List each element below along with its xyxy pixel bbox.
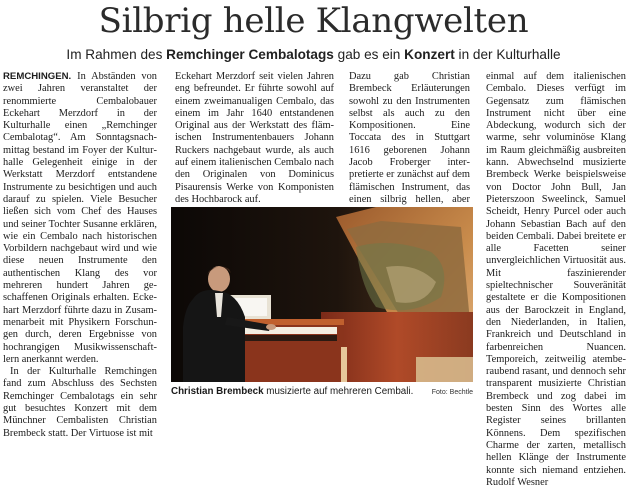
article-paragraph: Eckehart Merzdorf seit vielen Jahren eng befreundet. Er führte sowohl auf einem zweimanualigen Cembalo, das einem im Jahr 1640 entstandenen Original aus der Werkstatt des flämischen Instrumentenbauers Johann Ruckers nachgebaut wurde, als auch auf einem italienischen Cembalo nach den Originalen von Dominicus Pisaurensis Werke von Komponisten des Hochbarock auf.: [175, 71, 334, 205]
paragraph-text: In Abständen von zwei Jahren veranstaltet der renommierte Cembalobauer Eckehart Merzdorf in der Kulturhalle einen „Remchinger Cembalotag“. Am Sonntagsnachmittag bestand im Foyer der Kulturhalle Gelegenheit einige in der Werkstatt Merzdorf entstandene Instrumente zu besichtigen und auch darauf zu spielen. Viele Besucher ließen sich vom Chef des Hauses und seiner Tochter Susanne erklären, wie ein Cembalo nach historischen Vorbildern nachgebaut wird und wie diese neuen Instrumente den authentischen Klang des vor mehreren hundert Jahren geschaffenen Originals erhalten. Eckehart Merzdorf führte dazu in Zusammenarbeit mit Physikern Forschungen durch, deren Ergebnisse von hochrangigen Musikwissenschaftlern anerkannt werden.: [3, 71, 157, 365]
article-paragraph: In der Kulturhalle Remchingen fand zum Abschluss des Sechsten Remchinger Cembalotags ein sehr gut besuchtes Konzert mit dem Münchner Cembalisten Christian Brembeck statt. Der Virtuose ist mit: [3, 366, 157, 439]
article-paragraph: [3, 71, 157, 366]
headline: Silbrig helle Klangwelten: [98, 1, 529, 41]
subheadline-mid: gab es ein: [333, 47, 405, 62]
article-column-4: [486, 71, 626, 488]
caption-name: Christian Brembeck: [171, 386, 264, 397]
subheadline-post: in der Kulturhalle: [454, 47, 561, 62]
subheadline: [0, 46, 627, 64]
photo-credit: Foto: Bechtle: [431, 389, 473, 396]
subheadline-event: Remchinger Cembalotags: [166, 47, 334, 62]
article-paragraph: Dazu gab Christian Brembeck Erläuterungen sowohl zu den Instrumenten selbst als auch zu den Kompositionen. Eine Toccata des in Stuttgart 1616 geborenen Johann Jacob Froberger interpretierte er zunächst auf dem flämischen Instrument, das einen silbrig hellen, aber: [349, 71, 470, 205]
article-column-1: [3, 71, 157, 439]
caption-text: musizierte auf mehreren Cembali.: [263, 386, 414, 397]
concert-photo: [171, 207, 473, 382]
subheadline-pre: Im Rahmen des: [66, 47, 167, 62]
subheadline-concert: Konzert: [404, 47, 455, 62]
article-column-3: [349, 71, 470, 207]
dateline: REMCHINGEN.: [3, 71, 72, 82]
article-column-2: [175, 71, 334, 207]
article-paragraph: einmal auf dem italienischen Cembalo. Dieses verfügt im Gegensatz zum flämischen Instrument nicht über eine Abdeckung, wodurch sich der warme, sehr voluminöse Klang im Raum gleichmäßig ausbreiten kann. Abwechselnd musizierte Brembeck Werke beispielsweise von Doctor John Bull, Jan Pieterszoon Sweelinck, Samuel Scheidt, Henry Purcel oder auch Johann Sebastian Bach auf den beiden Cembali. Dabei breitete er alle Facetten seiner unvergleichlichen Virtuosität aus. Mit faszinierender spieltechnischer Souveränität gestaltete er die Kompositionen aus der Barockzeit in England, den Niederlanden, in Italien, Frankreich und Deutschland in farbenreichen Nuancen. Temporeich, zeitweilig atemberaubend rasant, und dennoch sehr transparent musizierte Christian Brembeck und zog dabei im besten Sinn des Wortes alle Register seines brillanten Könnens. Dem spezifischen Charme der zarten, metallisch hellen Klänge der Instrumente konnte sich niemand entziehen. Rudolf Wesner: [486, 71, 626, 488]
harpsichord-performance-illustration: [171, 207, 473, 382]
photo-caption: [171, 386, 473, 398]
